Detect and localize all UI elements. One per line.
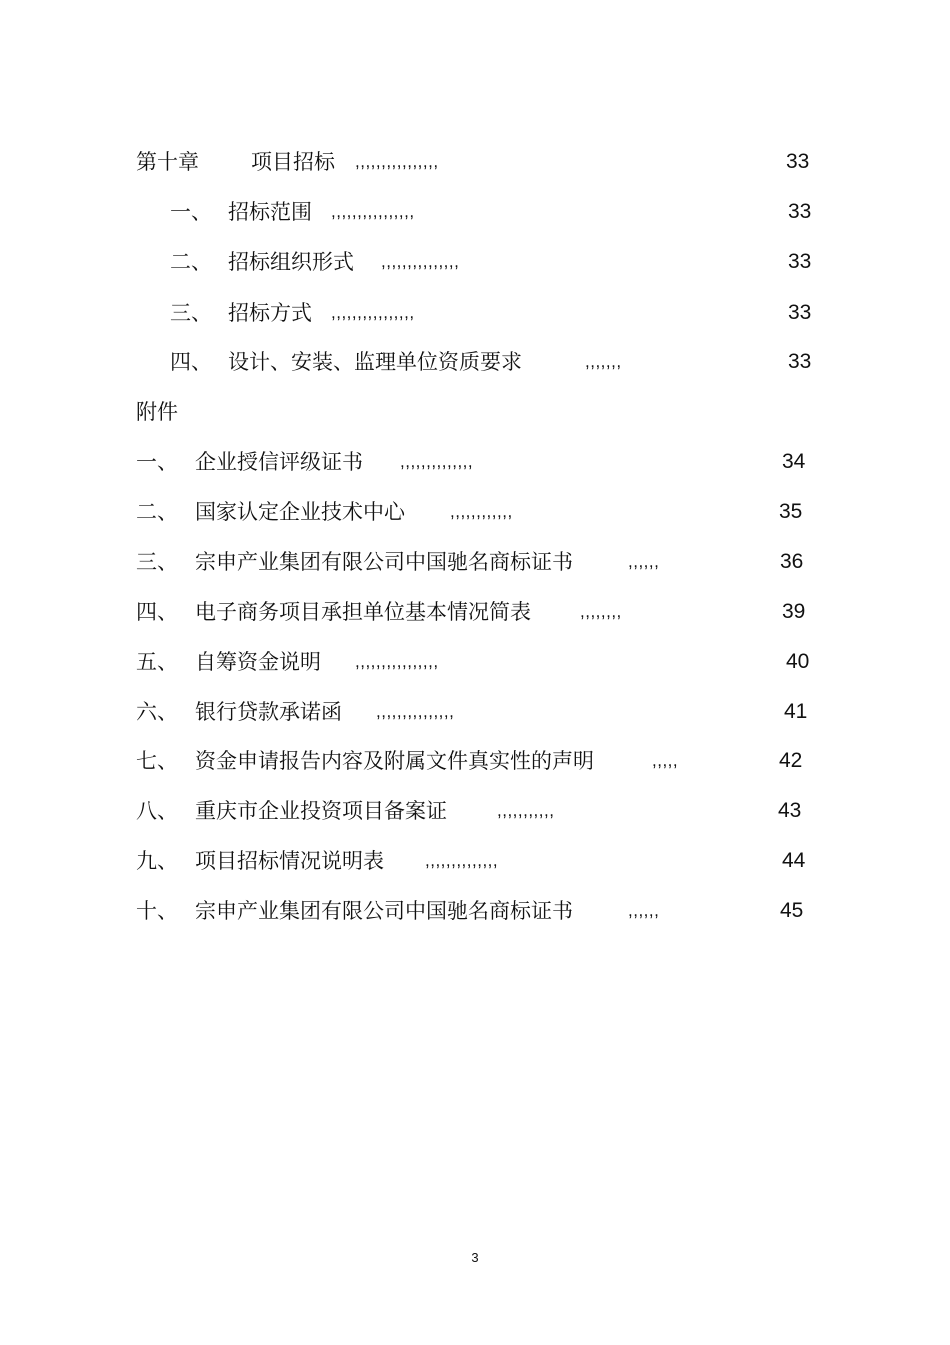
toc-prefix: 六、	[136, 700, 178, 724]
toc-leader: ,,,,,,,,,,,,,,,	[381, 252, 460, 271]
toc-prefix: 一、	[170, 200, 212, 224]
appendix-heading	[0, 396, 950, 428]
toc-item	[0, 196, 950, 228]
appendix-item	[0, 546, 950, 578]
toc-leader: ,,,,,,	[628, 901, 660, 920]
toc-leader: ,,,,,,	[628, 552, 660, 571]
toc-title: 国家认定企业技术中心	[195, 500, 405, 524]
toc-prefix: 三、	[170, 301, 212, 325]
toc-title: 项目招标	[251, 150, 335, 174]
toc-prefix: 十、	[136, 899, 178, 923]
toc-page: 40	[786, 650, 810, 673]
toc-title: 宗申产业集团有限公司中国驰名商标证书	[195, 899, 573, 923]
toc-leader: ,,,,,,,,,,,,,,,,	[331, 202, 415, 221]
toc-page: 43	[778, 799, 802, 822]
toc-prefix: 四、	[170, 350, 212, 374]
toc-leader: ,,,,,,,,,,,,,,,,	[331, 303, 415, 322]
appendix-item	[0, 696, 950, 728]
toc-item	[0, 246, 950, 278]
toc-page: 33	[788, 350, 812, 373]
appendix-item	[0, 745, 950, 777]
toc-title: 宗申产业集团有限公司中国驰名商标证书	[195, 550, 573, 574]
toc-leader: ,,,,,,,,	[580, 602, 622, 621]
toc-title: 招标组织形式	[228, 250, 354, 274]
toc-title: 电子商务项目承担单位基本情况简表	[195, 600, 531, 624]
toc-prefix: 八、	[136, 799, 178, 823]
toc-title: 资金申请报告内容及附属文件真实性的声明	[195, 749, 594, 773]
toc-prefix: 九、	[136, 849, 178, 873]
toc-prefix: 三、	[136, 550, 178, 574]
toc-item	[0, 346, 950, 378]
appendix-item	[0, 895, 950, 927]
toc-title: 招标方式	[228, 301, 312, 325]
toc-prefix: 七、	[136, 749, 178, 773]
toc-leader: ,,,,,,,	[585, 352, 622, 371]
toc-leader: ,,,,,	[652, 751, 679, 770]
toc-title: 项目招标情况说明表	[195, 849, 384, 873]
toc-leader: ,,,,,,,,,,,,,,	[425, 851, 499, 870]
toc-page: 44	[782, 849, 806, 872]
toc-title: 企业授信评级证书	[195, 450, 363, 474]
toc-prefix: 四、	[136, 600, 178, 624]
toc-page: 33	[788, 301, 812, 324]
toc-page: 41	[784, 700, 808, 723]
toc-page: 39	[782, 600, 806, 623]
toc-page: 33	[788, 200, 812, 223]
toc-page: 45	[780, 899, 804, 922]
toc-page: 33	[788, 250, 812, 273]
toc-page: 33	[786, 150, 810, 173]
toc-leader: ,,,,,,,,,,,	[497, 801, 555, 820]
toc-prefix: 二、	[170, 250, 212, 274]
toc-title: 招标范围	[228, 200, 312, 224]
toc-leader: ,,,,,,,,,,,,,,,,	[355, 652, 439, 671]
appendix-item	[0, 496, 950, 528]
toc-page: 42	[779, 749, 803, 772]
appendix-item	[0, 646, 950, 678]
toc-prefix: 五、	[136, 650, 178, 674]
appendix-heading-text: 附件	[136, 400, 178, 424]
toc-page: 35	[779, 500, 803, 523]
appendix-item	[0, 446, 950, 478]
toc-page: 34	[782, 450, 806, 473]
toc-leader: ,,,,,,,,,,,,,,,	[376, 702, 455, 721]
appendix-item	[0, 845, 950, 877]
toc-page: 36	[780, 550, 804, 573]
toc-title: 自筹资金说明	[195, 650, 321, 674]
toc-leader: ,,,,,,,,,,,,,,	[400, 452, 474, 471]
toc-title: 设计、安装、监理单位资质要求	[228, 350, 522, 374]
toc-leader: ,,,,,,,,,,,,,,,,	[355, 152, 439, 171]
toc-title: 银行贷款承诺函	[195, 700, 342, 724]
appendix-item	[0, 795, 950, 827]
toc-chapter-10	[0, 146, 950, 178]
page-number: 3	[471, 1250, 479, 1265]
toc-item	[0, 297, 950, 329]
toc-leader: ,,,,,,,,,,,,	[450, 502, 513, 521]
toc-prefix: 一、	[136, 450, 178, 474]
appendix-item	[0, 596, 950, 628]
toc-title: 重庆市企业投资项目备案证	[195, 799, 447, 823]
toc-prefix: 第十章	[136, 150, 199, 174]
toc-prefix: 二、	[136, 500, 178, 524]
